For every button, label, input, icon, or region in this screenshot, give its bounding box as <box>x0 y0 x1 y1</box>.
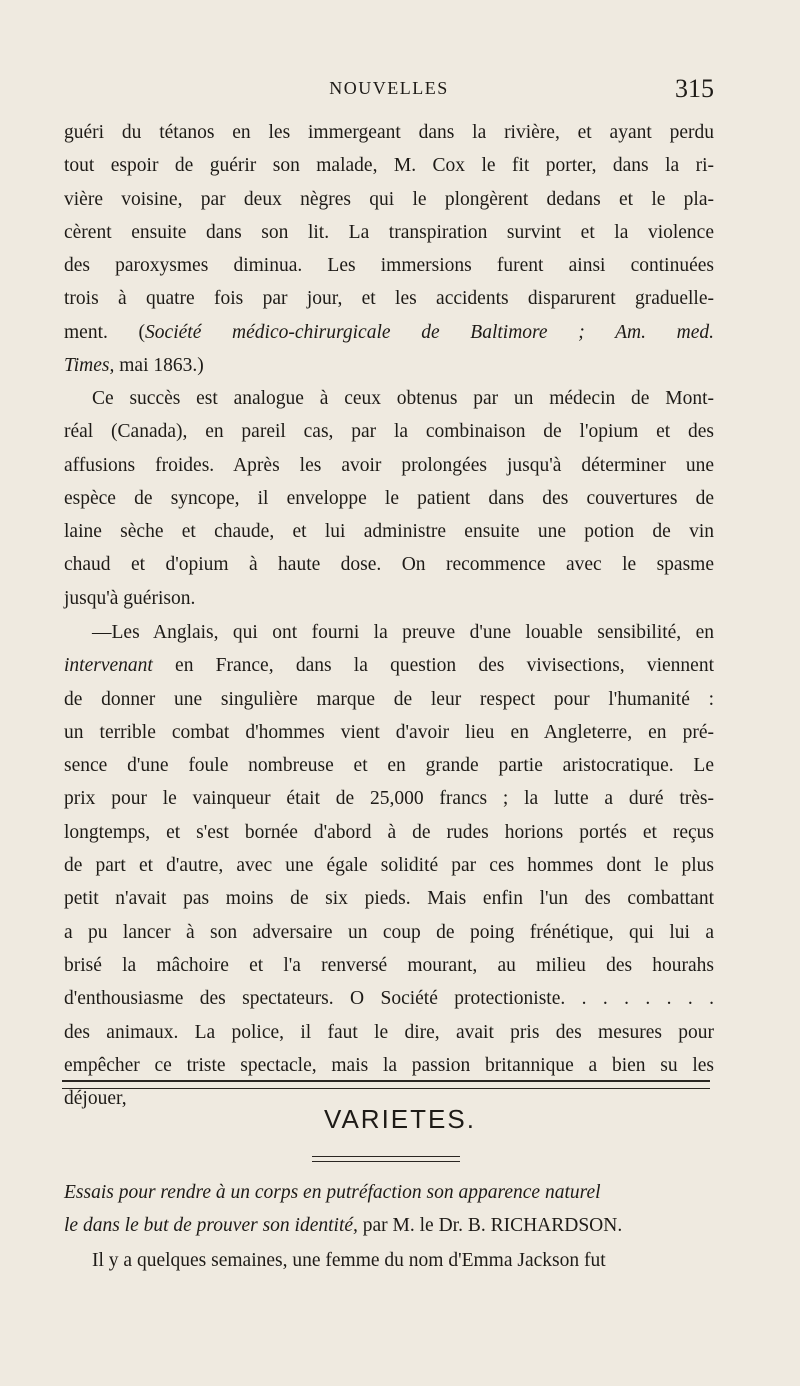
text-line: sence d'une foule nombreuse et en grande partie aristocratique. Le <box>64 755 714 777</box>
text-line <box>64 349 714 382</box>
text-line: déjouer, <box>64 1088 127 1110</box>
text-line: des animaux. La police, il faut le dire, avait pris des mesures pour <box>64 1021 714 1043</box>
section-divider <box>62 1080 710 1089</box>
article-title-italic: le dans le but de prouver son identité, <box>64 1215 358 1237</box>
text-line: laine sèche et chaude, et lui administre ensuite une potion de vin <box>64 521 714 543</box>
text-line: des paroxysmes diminua. Les immersions furent ainsi continuées <box>64 255 714 277</box>
paragraph-montreal <box>64 382 714 615</box>
article-title-line1 <box>64 1176 714 1209</box>
text-line: de part et d'autre, avec une égale solidité par ces hommes dont le plus <box>64 855 714 877</box>
text-line: tout espoir de guérir son malade, M. Cox le fit porter, dans la ri- <box>64 155 714 177</box>
title-underline <box>312 1156 460 1162</box>
text-line: cèrent ensuite dans son lit. La transpiration survint et la violence <box>64 221 714 243</box>
article-title-italic: Essais pour rendre à un corps en putréfaction son apparence naturel <box>64 1182 601 1203</box>
citation-times: Times, <box>64 355 115 377</box>
section-title: VARIETES. <box>324 1104 476 1134</box>
text-line: petit n'avait pas moins de six pieds. Mais enfin l'un des combattant <box>64 888 714 910</box>
text-line: un terrible combat d'hommes vient d'avoir lieu en Angleterre, en pré- <box>64 721 714 743</box>
text-line: réal (Canada), en pareil cas, par la combinaison de l'opium et des <box>64 421 714 443</box>
text-line: affusions froides. Après les avoir prolongées jusqu'à déterminer une <box>64 454 714 476</box>
text-line: chaud et d'opium à haute dose. On recommence avec le spasme <box>64 554 714 576</box>
text-line: de donner une singulière marque de leur respect pour l'humanité : <box>64 688 714 710</box>
text-line: longtemps, et s'est bornée d'abord à de rudes horions portés et reçus <box>64 821 714 843</box>
citation-prefix: ment. ( <box>64 321 146 343</box>
text-line: empêcher ce triste spectacle, mais la passion britannique a bien su les <box>64 1054 714 1076</box>
running-title: NOUVELLES <box>329 78 449 98</box>
text-line: prix pour le vainqueur était de 25,000 francs ; la lutte a duré très- <box>64 788 714 810</box>
paragraph-anglais <box>64 616 714 1115</box>
text-line <box>64 649 714 682</box>
text-line: Il y a quelques semaines, une femme du nom d'Emma Jackson fut <box>92 1250 606 1271</box>
text-line: brisé la mâchoire et l'a renversé mourant, au milieu des hourahs <box>64 954 714 976</box>
citation-source: Société médico-chirurgicale de Baltimore ; Am. med. <box>145 321 714 343</box>
text-line: a pu lancer à son adversaire un coup de poing frénétique, qui lui a <box>64 921 714 943</box>
text-line: d'enthousiasme des spectateurs. O Société protectioniste. . . . . . . . <box>64 988 714 1010</box>
article-heading <box>64 1176 714 1243</box>
text-line: guéri du tétanos en les immergeant dans la rivière, et ayant perdu <box>64 122 714 143</box>
text-line: trois à quatre fois par jour, et les accidents disparurent graduelle- <box>64 288 714 310</box>
italic-word: intervenant <box>64 655 153 677</box>
text-line: vière voisine, par deux nègres qui le plongèrent dedans et le pla- <box>64 188 714 210</box>
text-line: espèce de syncope, il enveloppe le patient dans des couvertures de <box>64 487 714 509</box>
article-author: par M. le Dr. B. RICHARDSON. <box>357 1215 623 1237</box>
text-line: Ce succès est analogue à ceux obtenus par un médecin de Mont- <box>92 388 714 409</box>
citation-date: mai 1863.) <box>114 355 204 377</box>
text-line-citation <box>64 316 714 349</box>
article-title-line2 <box>64 1209 714 1242</box>
running-header <box>64 74 714 106</box>
text-line: —Les Anglais, qui ont fourni la preuve d'une louable sensibilité, en <box>92 622 714 643</box>
paragraph-tetanos <box>64 116 714 382</box>
text-line: jusqu'à guérison. <box>64 587 196 609</box>
page-number: 315 <box>675 74 714 103</box>
text-span: en France, dans la question des vivisections, viennent <box>152 655 714 677</box>
paragraph-emma-jackson <box>64 1244 714 1277</box>
